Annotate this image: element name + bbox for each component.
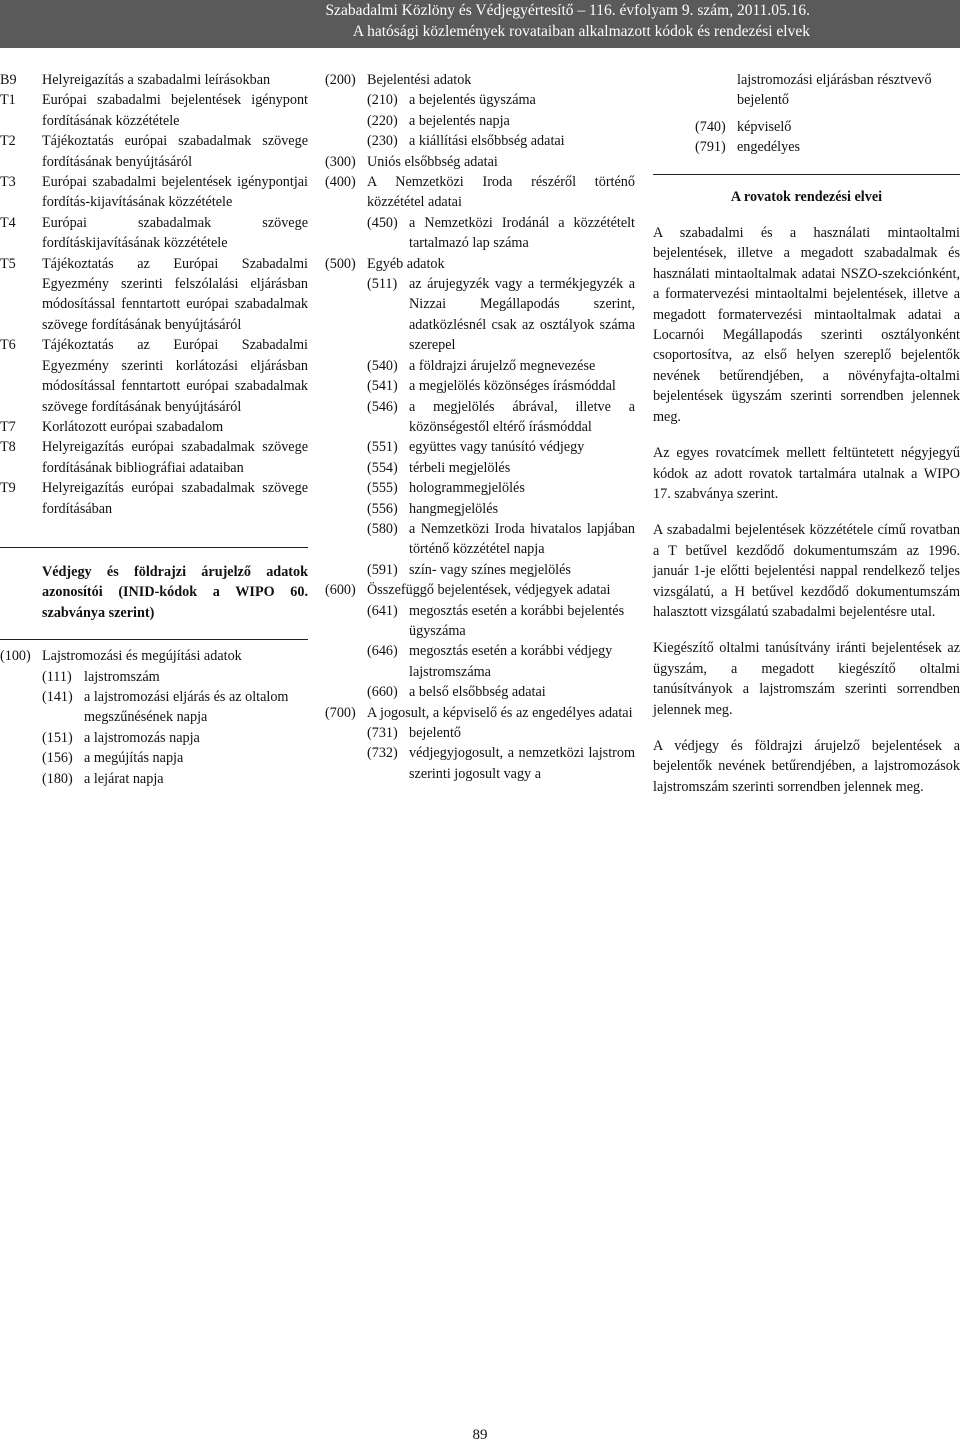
list-item bbox=[367, 356, 635, 376]
code-label: T1 bbox=[0, 92, 16, 109]
code-label: T8 bbox=[0, 439, 16, 456]
code-label: (740) bbox=[695, 118, 726, 135]
list-item bbox=[0, 478, 308, 519]
code-label: (230) bbox=[367, 133, 398, 150]
page-number: 89 bbox=[472, 1427, 488, 1443]
code-label: (641) bbox=[367, 602, 398, 619]
code-description: Összefüggő bejelentések, védjegyek adatai bbox=[367, 582, 611, 599]
code-description: Bejelentési adatok bbox=[367, 72, 472, 88]
code-description: Tájékoztatás az Európai Szabadalmi Egyezmény szerinti korlátozási eljárásban módosítással fenntartott európai szabadalmak szövege fordításának benyújtásáról bbox=[42, 337, 308, 415]
list-item bbox=[325, 172, 635, 213]
code-description: Európai szabadalmak szövege fordításkijavításának közzététele bbox=[42, 214, 308, 252]
list-item bbox=[367, 478, 635, 498]
code-description: Egyéb adatok bbox=[367, 255, 445, 272]
code-label: (791) bbox=[695, 139, 726, 156]
code-label: (732) bbox=[367, 745, 398, 762]
list-item bbox=[42, 687, 308, 728]
code-label: (554) bbox=[367, 459, 398, 476]
code-description: a bejelentés ügyszáma bbox=[409, 92, 536, 109]
list-item bbox=[367, 601, 635, 642]
list-item bbox=[367, 682, 635, 702]
list-item bbox=[325, 580, 635, 600]
column-right bbox=[653, 70, 960, 813]
list-item bbox=[325, 70, 635, 90]
code-description: hologrammegjelölés bbox=[409, 480, 525, 497]
code-label: (540) bbox=[367, 357, 398, 374]
inid-section-title: Védjegy és földrajzi árujelző adatok azonosítói (INID-kódok a WIPO 60. szabványa szerint) bbox=[42, 563, 308, 621]
journal-title: Szabadalmi Közlöny és Védjegyértesítő – 116. évfolyam 9. szám, 2011.05.16. bbox=[325, 2, 810, 19]
list-item bbox=[695, 137, 960, 157]
code-description: a megjelölés ábrával, illetve a közönségestől eltérő írásmóddal bbox=[409, 398, 635, 435]
code-description: a Nemzetközi Irodánál a közzétételt tartalmazó lap száma bbox=[409, 214, 635, 252]
list-item bbox=[42, 728, 308, 748]
code-label: T7 bbox=[0, 418, 16, 435]
section-title: A hatósági közlemények rovataiban alkalmazott kódok és rendezési elvek bbox=[352, 23, 810, 40]
list-item bbox=[325, 152, 635, 172]
list-item bbox=[367, 723, 635, 743]
code-description: Európai szabadalmi bejelentések igénypont fordításának közzététele bbox=[42, 92, 308, 129]
list-item bbox=[367, 458, 635, 478]
code-description: bejelentő bbox=[409, 725, 461, 741]
sub-code-list bbox=[325, 723, 635, 784]
list-item bbox=[367, 111, 635, 131]
sub-code-list bbox=[325, 90, 635, 151]
code-description: Lajstromozási és megújítási adatok bbox=[42, 648, 242, 665]
code-description: együttes vagy tanúsító védjegy bbox=[409, 439, 585, 456]
code-label: (450) bbox=[367, 214, 398, 231]
code-label: (551) bbox=[367, 439, 398, 456]
code-description: a megjelölés közönséges írásmóddal bbox=[409, 378, 616, 395]
list-item bbox=[367, 274, 635, 356]
code-label: (141) bbox=[42, 688, 73, 705]
list-item bbox=[367, 641, 635, 682]
paragraph: Az egyes rovatcímek mellett feltüntetett négyjegyű kódok az adott rovatok tartalmára utalnak a WIPO 17. szabványa szerint. bbox=[653, 445, 960, 502]
code-description: Tájékoztatás európai szabadalmak szövege fordításának benyújtásáról bbox=[42, 133, 308, 170]
sub-code-list bbox=[325, 274, 635, 580]
code-label: (156) bbox=[42, 750, 73, 767]
code-description: az árujegyzék vagy a termékjegyzék a Nizzai Megállapodás szerint, adatközlésnél csak az osztályok száma szerepel bbox=[409, 276, 635, 354]
column-left bbox=[0, 70, 308, 789]
code-description: Helyreigazítás európai szabadalmak szövege fordításának bibliográfiai adataiban bbox=[42, 439, 308, 476]
list-item bbox=[367, 90, 635, 110]
list-item bbox=[325, 254, 635, 274]
code-label: (555) bbox=[367, 480, 398, 497]
code-label: (400) bbox=[325, 174, 356, 191]
code-label: (700) bbox=[325, 704, 356, 721]
list-item bbox=[695, 117, 960, 137]
code-label: (660) bbox=[367, 684, 398, 701]
sub-code-list bbox=[325, 601, 635, 703]
code-label: T4 bbox=[0, 214, 16, 231]
code-label: (646) bbox=[367, 643, 398, 660]
code-label: (100) bbox=[0, 648, 31, 665]
code-description: lajstromszám bbox=[84, 668, 160, 685]
code-description: a megújítás napja bbox=[84, 750, 184, 767]
list-item bbox=[367, 437, 635, 457]
code-label: (591) bbox=[367, 561, 398, 578]
code-label: (556) bbox=[367, 500, 398, 517]
sorting-section-title: A rovatok rendezési elvei bbox=[730, 188, 883, 205]
sub-code-list bbox=[325, 213, 635, 254]
list-item bbox=[42, 748, 308, 768]
code-label: (300) bbox=[325, 153, 356, 170]
code-label: (220) bbox=[367, 112, 398, 129]
code-description: engedélyes bbox=[737, 139, 801, 156]
column-middle bbox=[325, 70, 635, 784]
code-label: T5 bbox=[0, 255, 16, 272]
code-label: (731) bbox=[367, 725, 398, 741]
list-item bbox=[0, 254, 308, 336]
sub-code-list bbox=[0, 667, 308, 789]
list-item bbox=[0, 335, 308, 417]
list-item bbox=[0, 437, 308, 478]
list-item bbox=[367, 499, 635, 519]
list-item bbox=[0, 70, 308, 90]
code-label: T3 bbox=[0, 174, 16, 191]
code-label: (541) bbox=[367, 378, 398, 395]
code-label: (500) bbox=[325, 255, 356, 272]
code-label: T9 bbox=[0, 480, 16, 497]
code-description: a Nemzetközi Iroda hivatalos lapjában történő közzététel napja bbox=[409, 520, 635, 558]
section-divider bbox=[0, 639, 308, 640]
code-label: (180) bbox=[42, 770, 73, 787]
list-item bbox=[367, 376, 635, 396]
list-item bbox=[0, 646, 308, 666]
list-item bbox=[42, 769, 308, 789]
list-item bbox=[367, 131, 635, 151]
code-description: megosztás esetén a korábbi bejelentés ügyszáma bbox=[409, 602, 625, 639]
list-item bbox=[0, 417, 308, 437]
code-label: (546) bbox=[367, 398, 398, 415]
paragraph: A védjegy és földrajzi árujelző bejelentések a bejelentők nevének betűrendjében, a lajstromozások lajstromszám szerinti sorrendben jelennek meg. bbox=[653, 737, 960, 795]
continued-text: lajstromozási eljárásban résztvevő bejelentő bbox=[737, 72, 932, 109]
code-description: Helyreigazítás európai szabadalmak szövege fordításában bbox=[42, 480, 308, 517]
list-item bbox=[367, 397, 635, 438]
code-description: a lajstromozási eljárás és az oltalom megszűnésének napja bbox=[84, 688, 289, 726]
t-code-list bbox=[0, 70, 308, 519]
code-description: képviselő bbox=[737, 118, 792, 135]
code-description: Európai szabadalmi bejelentések igénypontjai fordítás-kijavításának közzététele bbox=[42, 174, 308, 211]
code-label: (580) bbox=[367, 520, 398, 537]
code-description: Helyreigazítás a szabadalmi leírásokban bbox=[42, 72, 271, 88]
list-item bbox=[0, 90, 308, 131]
code-label: T2 bbox=[0, 133, 16, 150]
section-divider bbox=[0, 547, 308, 548]
section-divider bbox=[653, 174, 960, 175]
code-description: a kiállítási elsőbbség adatai bbox=[409, 133, 565, 150]
code-description: megosztás esetén a korábbi védjegy lajstromszáma bbox=[409, 643, 613, 680]
code-description: Korlátozott európai szabadalom bbox=[42, 418, 224, 435]
code-description: A Nemzetközi Iroda részéről történő közzététel adatai bbox=[367, 174, 635, 211]
sub-code-list bbox=[653, 117, 960, 158]
code-description: Tájékoztatás az Európai Szabadalmi Egyezmény szerinti felszólalási eljárásban módosítással fenntartott európai szabadalmak szövege fordításának benyújtásáról bbox=[42, 255, 308, 333]
code-label: (111) bbox=[42, 668, 72, 685]
paragraph: Kiegészítő oltalmi tanúsítvány iránti bejelentések az ügyszám, a megadott kiegészítő oltalmi tanúsítványok a lajstromszám szerinti sorrendben jelennek meg. bbox=[653, 640, 960, 718]
list-item bbox=[367, 213, 635, 254]
code-label: T6 bbox=[0, 337, 16, 354]
code-label: (151) bbox=[42, 729, 73, 746]
code-description: A jogosult, a képviselő és az engedélyes adatai bbox=[367, 704, 633, 721]
code-description: a földrajzi árujelző megnevezése bbox=[409, 357, 596, 374]
code-description: hangmegjelölés bbox=[409, 500, 499, 517]
paragraph: A szabadalmi bejelentések közzététele című rovatban a T betűvel kezdődő dokumentumszám az 1996. január 1-je előtti bejelentési nappal rendelkező teljes vizsgálatú, a H betűvel kezdődő dokumentumszám halasztott vizsgálatú szabadalmi bejelentésre utal. bbox=[653, 522, 960, 620]
code-label: B9 bbox=[0, 72, 17, 88]
code-description: szín- vagy színes megjelölés bbox=[409, 561, 571, 578]
list-item bbox=[0, 172, 308, 213]
paragraph: A szabadalmi és a használati mintaoltalmi bejelentések, illetve a megadott szabadalmak és használati mintaoltalmak adatai NSZO-szekciónként, a formatervezési mintaoltalmi bejelentések, illetve a megadott formatervezési mintaoltalmak adatai a Locarnói Megállapodás szerinti osztályonként csoportosítva, az első helyen szereplő bejelentők nevének betűrendjében, a növényfajta-oltalmi bejelentések ügyszám szerinti sorrendben jelennek meg. bbox=[653, 225, 960, 425]
list-item bbox=[0, 213, 308, 254]
list-item bbox=[367, 743, 635, 784]
code-label: (511) bbox=[367, 276, 398, 293]
list-item bbox=[42, 667, 308, 687]
list-item bbox=[325, 703, 635, 723]
code-description: Uniós elsőbbség adatai bbox=[367, 153, 498, 170]
code-description: a lejárat napja bbox=[84, 770, 164, 787]
list-item bbox=[0, 131, 308, 172]
code-description: a bejelentés napja bbox=[409, 112, 510, 129]
code-description: térbeli megjelölés bbox=[409, 459, 511, 476]
code-description: a belső elsőbbség adatai bbox=[409, 684, 546, 701]
code-label: (200) bbox=[325, 72, 356, 88]
list-item bbox=[367, 519, 635, 560]
code-description: védjegyjogosult, a nemzetközi lajstrom szerinti jogosult vagy a bbox=[409, 745, 635, 782]
list-item bbox=[367, 560, 635, 580]
code-label: (210) bbox=[367, 92, 398, 109]
code-label: (600) bbox=[325, 582, 356, 599]
page-header bbox=[0, 0, 960, 48]
code-description: a lajstromozás napja bbox=[84, 729, 200, 746]
